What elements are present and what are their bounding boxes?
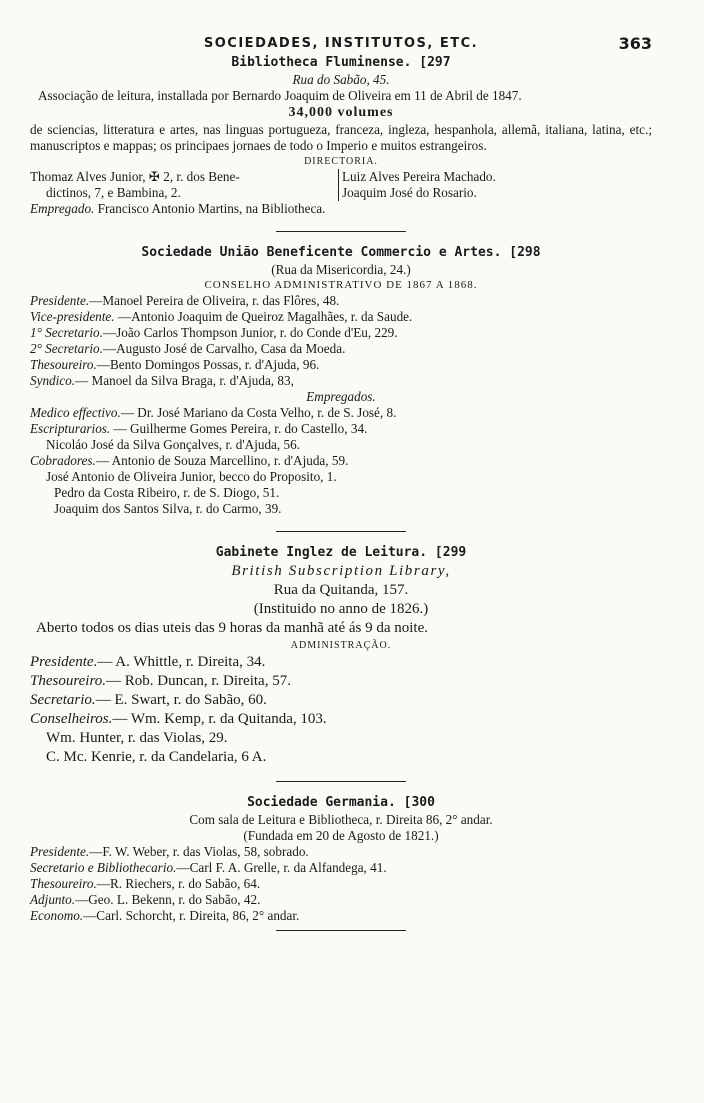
section-299 xyxy=(30,544,652,767)
role-label: Thesoureiro. xyxy=(30,357,97,372)
role-label: Presidente. xyxy=(30,654,98,670)
officer-line xyxy=(30,672,652,691)
officer-text: —Carl. Schorcht, r. Direita, 86, 2° andar. xyxy=(83,908,300,923)
officer-line xyxy=(30,653,652,672)
officer-line xyxy=(30,325,652,341)
volumes-count: 34,000 volumes xyxy=(288,105,394,120)
employee-line xyxy=(30,201,652,217)
role-label: Adjunto. xyxy=(30,892,76,907)
running-head-title: SOCIEDADES, INSTITUTOS, ETC. xyxy=(203,36,479,51)
section-divider xyxy=(276,531,406,532)
employee-line xyxy=(30,405,652,421)
section-address: (Rua da Misericordia, 24.) xyxy=(271,262,411,277)
role-label: Secretario e Bibliothecario. xyxy=(30,860,177,875)
section-founded: (Instituido no anno de 1826.) xyxy=(253,601,429,617)
officer-line xyxy=(30,373,652,389)
section-heading: Gabinete Inglez de Leitura. [299 xyxy=(215,545,467,560)
section-297 xyxy=(30,54,652,217)
officer-text: —Carl F. A. Grelle, r. da Alfandega, 41. xyxy=(176,860,387,875)
admin-label: ADMINISTRAÇÃO. xyxy=(290,640,392,651)
employees-label: Empregados. xyxy=(306,389,376,404)
section-heading: Sociedade Germania. [300 xyxy=(247,795,435,810)
officer-line xyxy=(30,357,652,373)
section-divider xyxy=(276,930,406,931)
officer-text: — E. Swart, r. do Sabão, 60. xyxy=(95,692,267,708)
directorate-left xyxy=(30,169,338,201)
role-label: Economo. xyxy=(30,908,84,923)
employee-line: Pedro da Costa Ribeiro, r. de S. Diogo, 51. xyxy=(54,485,280,500)
employee-text: Francisco Antonio Martins, na Bibliotheca. xyxy=(94,201,326,216)
officer-line xyxy=(30,691,652,710)
role-label: Secretario. xyxy=(30,692,96,708)
role-label: Presidente. xyxy=(30,293,90,308)
officer-text: —Bento Domingos Possas, r. d'Ajuda, 96. xyxy=(96,357,320,372)
role-label: Thesoureiro. xyxy=(30,673,106,689)
section-address: Rua do Sabão, 45. xyxy=(292,72,390,87)
officer-text: — A. Whittle, r. Direita, 34. xyxy=(97,654,266,670)
officer-text: — Manoel da Silva Braga, r. d'Ajuda, 83, xyxy=(75,373,294,388)
employee-line: José Antonio de Oliveira Junior, becco do Proposito, 1. xyxy=(46,469,337,484)
section-description-2: de sciencias, litteratura e artes, nas linguas portugueza, franceza, ingleza, hespanhola, allemã, italiana, latina, etc.; manuscriptos e mappas; os principaes jornaes de todo o Imperio e muitos estrangeiros. xyxy=(30,122,652,153)
role-label: Conselheiros. xyxy=(30,711,113,727)
officer-line xyxy=(30,860,652,876)
section-address: Rua da Quitanda, 157. xyxy=(273,582,409,598)
officer-text: —Manoel Pereira de Oliveira, r. das Flôres, 48. xyxy=(89,293,340,308)
employee-text: Nicoláo José da Silva Gonçalves, r. d'Ajuda, 56. xyxy=(46,437,300,452)
role-label: Thesoureiro. xyxy=(30,876,97,891)
officer-text: —R. Riechers, r. do Sabão, 64. xyxy=(96,876,261,891)
section-heading: Sociedade União Beneficente Commercio e Artes. [298 xyxy=(141,245,541,260)
officer-text: —F. W. Weber, r. das Violas, 58, sobrado. xyxy=(89,844,309,859)
directorate-left-line: Thomaz Alves Junior, ✠ 2, r. dos Bene- xyxy=(30,169,240,184)
directorate-row xyxy=(30,169,652,201)
section-divider xyxy=(276,781,406,782)
employee-text: — Antonio de Souza Marcellino, r. d'Ajuda, 59. xyxy=(95,453,349,468)
officer-line xyxy=(30,710,652,729)
role-label: Medico effectivo. xyxy=(30,405,121,420)
officer-line: C. Mc. Kenrie, r. da Candelaria, 6 A. xyxy=(46,749,267,765)
section-subtitle: British Subscription Library, xyxy=(231,563,451,579)
officer-text: — Wm. Kemp, r. da Quitanda, 103. xyxy=(112,711,327,727)
council-label: CONSELHO ADMINISTRATIVO DE 1867 A 1868. xyxy=(204,279,478,291)
section-heading: Bibliotheca Fluminense. [297 xyxy=(231,55,451,70)
officer-text: —Augusto José de Carvalho, Casa da Moeda. xyxy=(102,341,346,356)
section-description: Com sala de Leitura e Bibliotheca, r. Direita 86, 2° andar. xyxy=(189,812,493,827)
running-head xyxy=(30,30,652,54)
role-label: Vice-presidente. xyxy=(30,309,115,324)
directorate-left-line: dictinos, 7, e Bambina, 2. xyxy=(46,185,181,200)
officer-text: —Antonio Joaquim de Queiroz Magalhães, r. da Saude. xyxy=(114,309,413,324)
officer-text: —João Carlos Thompson Junior, r. do Conde d'Eu, 229. xyxy=(102,325,398,340)
officer-line xyxy=(30,844,652,860)
section-description: Associação de leitura, installada por Bernardo Joaquim de Oliveira em 11 de Abril de 1847. xyxy=(38,88,522,103)
officer-line xyxy=(30,892,652,908)
section-founded: (Fundada em 20 de Agosto de 1821.) xyxy=(243,828,439,843)
role-label: Cobradores. xyxy=(30,453,96,468)
employee-line xyxy=(30,421,652,437)
role-label: 1° Secretario. xyxy=(30,325,103,340)
employee-line xyxy=(30,453,652,469)
officer-line xyxy=(30,341,652,357)
employee-line: Joaquim dos Santos Silva, r. do Carmo, 39. xyxy=(54,501,282,516)
officer-line xyxy=(30,293,652,309)
officer-line xyxy=(30,908,652,924)
role-label: Presidente. xyxy=(30,844,90,859)
page-number: 363 xyxy=(618,34,652,53)
officer-line xyxy=(30,876,652,892)
officer-line: Wm. Hunter, r. das Violas, 29. xyxy=(46,730,228,746)
directorate-label: DIRECTORIA. xyxy=(304,156,378,167)
role-label: Empregado. xyxy=(30,201,95,216)
directorate-right-line: Luiz Alves Pereira Machado. xyxy=(342,169,496,184)
directorate-right xyxy=(338,169,496,201)
officer-line xyxy=(30,309,652,325)
page xyxy=(30,30,652,943)
role-label: Syndico. xyxy=(30,373,76,388)
employee-text: — Dr. José Mariano da Costa Velho, r. de S. José, 8. xyxy=(120,405,397,420)
section-300 xyxy=(30,794,652,924)
directorate-right-line: Joaquim José do Rosario. xyxy=(342,185,477,200)
opening-hours: Aberto todos os dias uteis das 9 horas da manhã até ás 9 da noite. xyxy=(36,620,428,636)
section-divider xyxy=(276,231,406,232)
section-298 xyxy=(30,244,652,517)
employee-text: — Guilherme Gomes Pereira, r. do Castello, 34. xyxy=(110,421,368,436)
officer-text: — Rob. Duncan, r. Direita, 57. xyxy=(105,673,291,689)
role-label: 2° Secretario. xyxy=(30,341,103,356)
employee-line xyxy=(30,437,652,453)
role-label: Escripturarios. xyxy=(30,421,111,436)
officer-text: —Geo. L. Bekenn, r. do Sabão, 42. xyxy=(75,892,261,907)
